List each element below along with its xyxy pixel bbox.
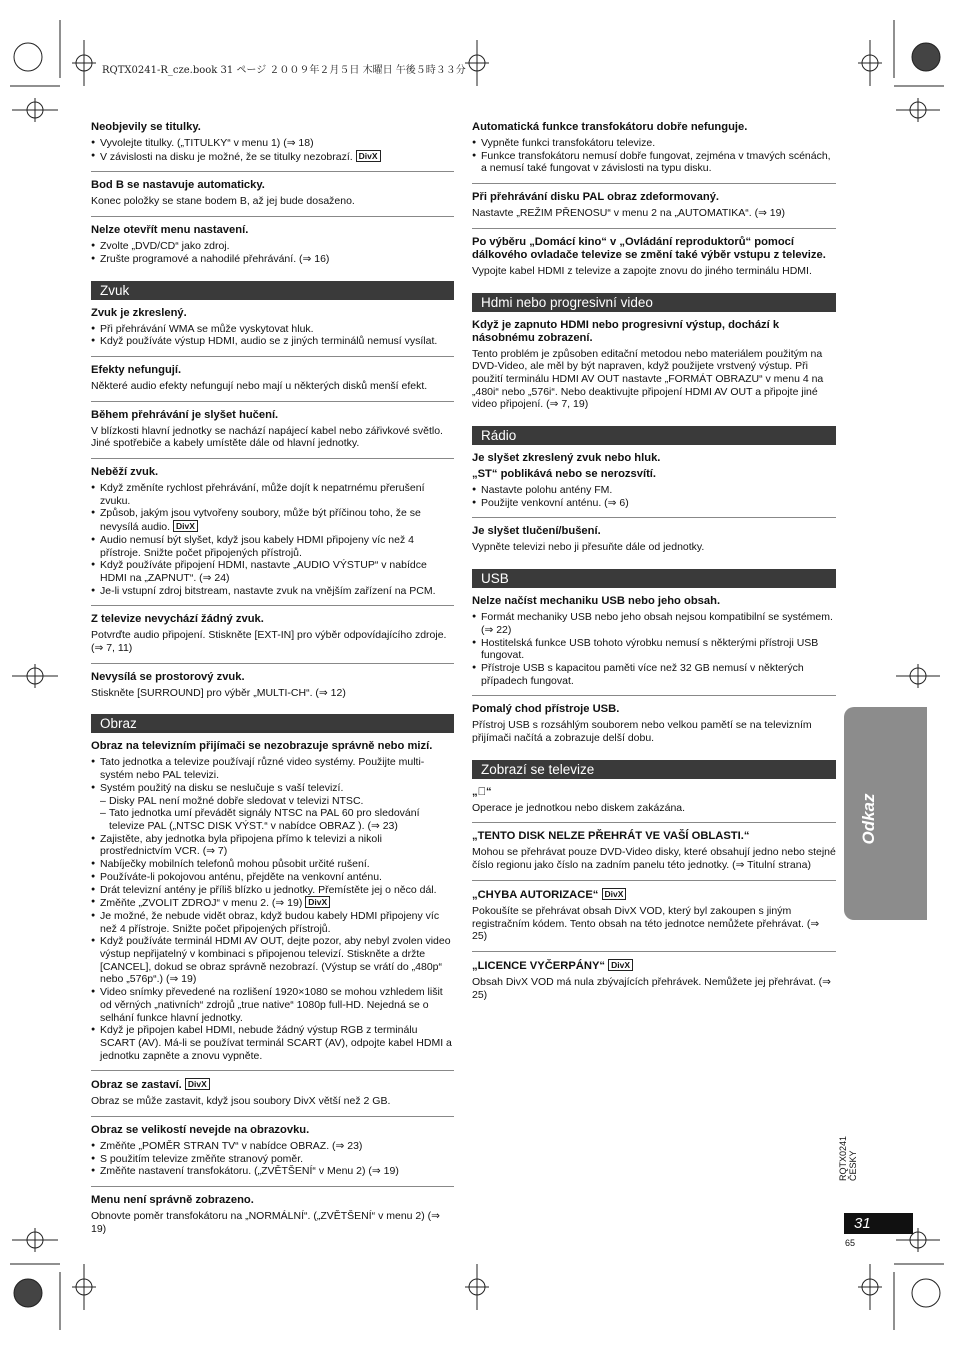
list-item: ● Tato jednotka a televize používají různé video systémy. Použijte multi-systém nebo PAL televizi.: [91, 756, 454, 781]
problem-title: [472, 959, 836, 973]
solution-text: Obsah DivX VOD má nula zbývajících přehrávek. Nemůžete jej přehrávat. (⇒ 25): [472, 975, 831, 1001]
list-item: [91, 507, 454, 533]
troubleshoot-entry: [472, 236, 836, 286]
list-item: ● Systém použitý na disku se neslučuje s vaší televizí.: [91, 782, 454, 795]
troubleshoot-entry: [472, 703, 836, 752]
reg-disc-icon: [14, 43, 42, 71]
list-item: ● Nastavte polohu antény FM.: [472, 484, 836, 497]
solution-text: Tento problém je způsoben editační metodou nebo materiálem použitým na DVD-Video, ale měl by být napraven, když použijete vrstvený výstup. Při použití terminálu HDMI AV OUT nastavte „FORMÁT OBRAZU“ v menu 4 na „480i“ nebo „576i“. Nebo deaktivujte připojení HDMI AV OUT a připojte jiné video připojení. (⇒ 7, 19): [472, 347, 824, 411]
side-tab-label: Odkaz: [859, 793, 878, 845]
list-item: ● Použijte venkovní anténu. (⇒ 6): [472, 497, 836, 510]
troubleshoot-entry: [472, 786, 836, 824]
list-item: ● Vyvolejte titulky. („TITULKY“ v menu 1) (⇒ 18): [91, 137, 454, 150]
section-header: Rádio: [472, 426, 836, 445]
list-item: ● Drát televizní antény je příliš blízko u jednotky. Přemístěte jej o něco dál.: [91, 884, 454, 897]
list-item: [91, 896, 454, 910]
problem-title: Je slyšet zkreslený zvuk nebo hluk.: [472, 452, 661, 465]
crosshair-icon: [12, 1228, 58, 1252]
problem-title: Při přehrávání disku PAL obraz zdeformovaný.: [472, 191, 720, 204]
divx-badge: DivX: [356, 150, 381, 162]
problem-title: Automatická funkce transfokátoru dobře nefunguje.: [472, 121, 748, 133]
problem-title: Zvuk je zkreslený.: [91, 306, 187, 319]
problem-title: Obraz se velikostí nevejde na obrazovku.: [91, 1124, 310, 1137]
list-item: ● Změňte nastavení transfokátoru. („ZVĚTŠENÍ“ v Menu 2) (⇒ 19): [91, 1165, 454, 1178]
list-item-text: Způsob, jakým jsou vytvořeny soubory, může být příčinou toho, že se nevysílá audio.: [100, 507, 421, 534]
problem-title: „⃠“: [472, 785, 492, 798]
list-item: ● Je-li vstupní zdroj bitstream, nastavte zvuk na vnějším zařízení na PCM.: [91, 585, 454, 598]
troubleshoot-entry: [472, 959, 836, 1009]
troubleshoot-entry: [91, 740, 454, 1071]
divx-badge: DivX: [185, 1078, 210, 1090]
divx-badge: DivX: [608, 959, 633, 971]
list-item: – Disky PAL není možné dobře sledovat v televizi NTSC.: [91, 795, 454, 808]
problem-title: Z televize nevychází žádný zvuk.: [91, 613, 264, 626]
solution-text: Přístroj USB s rozsáhlým souborem nebo velkou pamětí se na televizním přijímači načítá a zobrazuje delší dobu.: [472, 719, 812, 745]
list-item: ● Video snímky převedené na rozlišení 1920×1080 se mohou vzhledem lišit od věrných „nativních“ zdrojů „true native“ 1080p full-HD. Nejedná se o selhání funkce hlavní jednotky.: [91, 986, 454, 1024]
problem-title: Neběží zvuk.: [91, 466, 159, 479]
solution-list: [91, 240, 454, 265]
troubleshoot-entry: [91, 224, 454, 273]
list-item: ● Zajistěte, aby jednotka byla připojena přímo k televizi a nikoli prostřednictvím VCR. (⇒ 7): [91, 833, 454, 858]
solution-text: Vypněte televizi nebo ji přesuňte dále od jednotky.: [472, 541, 705, 554]
list-item: ● S použitím televize změňte stranový poměr.: [91, 1153, 454, 1166]
problem-title-text: Obraz se zastaví.: [91, 1079, 182, 1092]
list-item-text: V závislosti na disku je možné, že se titulky nezobrazí.: [100, 150, 353, 163]
solution-list: [472, 137, 836, 175]
troubleshoot-entry: [91, 307, 454, 357]
troubleshoot-entry: [472, 595, 836, 696]
list-item: – Tato jednotka umí převádět signály NTSC na PAL 60 pro sledování televize PAL („NTSC DISK VÝST.“ v nabídce OBRAZ ). (⇒ 23): [91, 807, 454, 832]
solution-list: [91, 323, 454, 348]
solution-text: Obnovte poměr transfokátoru na „NORMÁLNÍ“. („ZVĚTŠENÍ“ v menu 2) (⇒ 19): [91, 1210, 440, 1235]
reg-disc-icon: [14, 1279, 42, 1307]
solution-text: Mohou se přehrávat pouze DVD-Video disky, které obsahují jedno nebo stejné číslo regionu jako číslo na zadním panelu této jednotky. (⇒ Titulní strana): [472, 846, 836, 872]
problem-title: Během přehrávání je slyšet hučení.: [91, 408, 279, 421]
right-column: [472, 121, 836, 1016]
crosshair-icon: [72, 1264, 96, 1310]
solution-list: [472, 484, 836, 509]
crosshair-icon: [465, 1264, 489, 1310]
troubleshoot-entry: [91, 179, 454, 217]
problem-title: Nevysílá se prostorový zvuk.: [91, 670, 245, 683]
problem-title: Obraz na televizním přijímači se nezobrazuje správně nebo mizí.: [91, 740, 433, 753]
print-header: RQTX0241-R_cze.book 31 ページ ２００９年２月５日 木曜日 午後５時３３分: [102, 65, 466, 76]
list-item: ● Hostitelská funkce USB tohoto výrobku nemusí s některými přístroji USB fungovat.: [472, 637, 836, 662]
list-item: [91, 150, 454, 164]
section-header: Zobrazí se televize: [472, 760, 836, 779]
divx-badge: DivX: [173, 520, 198, 532]
problem-title: Když je zapnuto HDMI nebo progresivní výstup, dochází k násobnému zobrazení.: [472, 318, 780, 344]
problem-title: [472, 888, 836, 902]
reg-disc-icon: [912, 43, 940, 71]
solution-list: [91, 1140, 454, 1178]
reg-disc-icon: [912, 1279, 940, 1307]
solution-text: Pokoušíte se přehrávat obsah DivX VOD, který byl zakoupen s jiným registračním kódem. Tento obsah na této jednotce nemůžete přehrávat. (⇒ 25): [472, 904, 820, 943]
troubleshoot-entry: [91, 1124, 454, 1187]
problem-title: Je slyšet tlučení/bušení.: [472, 525, 601, 538]
list-item: ● Audio nemusí být slyšet, když jsou kabely HDMI připojeny víc než 4 přístroje. Snižte počet připojených přístrojů.: [91, 534, 454, 559]
crosshair-icon: [72, 40, 96, 86]
list-item: ● Nabíječky mobilních telefonů mohou působit určité rušení.: [91, 858, 454, 871]
left-column: [91, 121, 454, 1251]
list-item: ● Změňte „POMĚR STRAN TV“ v nabídce OBRAZ. (⇒ 23): [91, 1140, 454, 1153]
troubleshoot-entry: [91, 121, 454, 172]
solution-list: [91, 756, 454, 1062]
list-item-text: Změňte „ZVOLIT ZDROJ“ v menu 2. (⇒ 19): [100, 897, 303, 910]
problem-title: Po výběru „Domácí kino“ v „Ovládání reproduktorů“ pomocí dálkového ovladače televize se změní také výběr vstupu z televize.: [472, 235, 826, 261]
troubleshoot-entry: [91, 613, 454, 663]
problem-title: „ST“ poblikává nebo se nerozsvítí.: [472, 468, 657, 481]
list-item: ● Při přehrávání WMA se může vyskytovat hluk.: [91, 323, 454, 336]
problem-title: Menu není správně zobrazeno.: [91, 1194, 254, 1207]
troubleshoot-entry: [472, 452, 836, 518]
problem-title: Nelze načíst mechaniku USB nebo jeho obsah.: [472, 595, 721, 608]
list-item: ● Zvolte „DVD/CD“ jako zdroj.: [91, 240, 454, 253]
crosshair-icon: [12, 98, 58, 122]
troubleshoot-entry: [472, 121, 836, 184]
list-item: ● Když je připojen kabel HDMI, nebude žádný výstup RGB z terminálu SCART (AV). Má-li se používat terminál SCART (AV), odpojte kabel HDMI a jednotku zapněte a znovu vypněte.: [91, 1024, 454, 1062]
problem-title: Neobjevily se titulky.: [91, 121, 201, 133]
page-number: 31: [844, 1213, 913, 1234]
sub-page-number: 65: [845, 1238, 856, 1248]
problem-title: Bod B se nastavuje automaticky.: [91, 179, 265, 192]
solution-text: Některé audio efekty nefungují nebo mají u některých disků menší efekt.: [91, 379, 428, 392]
troubleshoot-entry: [91, 671, 454, 708]
section-header: USB: [472, 569, 836, 588]
solution-text: Stiskněte [SURROUND] pro výběr „MULTI-CH“. (⇒ 12): [91, 686, 346, 699]
list-item: ● Když používáte připojení HDMI, nastavte „AUDIO VÝSTUP“ v nabídce HDMI na „ZAPNUT“. (⇒ 24): [91, 559, 454, 584]
list-item: ● Formát mechaniky USB nebo jeho obsah nejsou kompatibilní se systémem.(⇒ 22): [472, 611, 836, 636]
list-item: ● Přístroje USB s kapacitou paměti více než 32 GB nemusí v některých případech fungovat.: [472, 662, 836, 687]
troubleshoot-entry: [472, 319, 836, 420]
list-item: ● Funkce transfokátoru nemusí dobře fungovat, zejména v tmavých scénách, a nemusí také fungovat v závislosti na typu disku.: [472, 150, 836, 175]
solution-text: Obraz se může zastavit, když jsou soubory DivX větší než 2 GB.: [91, 1095, 391, 1108]
crosshair-icon: [858, 40, 882, 86]
divx-badge: DivX: [305, 896, 330, 908]
list-item: ● Používáte-li pokojovou anténu, přejděte na venkovní anténu.: [91, 871, 454, 884]
list-item: ● Vypněte funkci transfokátoru televize.: [472, 137, 836, 150]
problem-title: Pomalý chod přístroje USB.: [472, 703, 620, 716]
doc-code: RQTX0241 ČESKY: [838, 1135, 858, 1181]
troubleshoot-entry: [91, 466, 454, 606]
divx-badge: DivX: [602, 888, 627, 900]
solution-list: [472, 611, 836, 687]
solution-text: Konec položky se stane bodem B, až jej bude dosaženo.: [91, 195, 355, 208]
problem-title: Efekty nefungují.: [91, 363, 182, 376]
troubleshoot-entry: [472, 888, 836, 952]
troubleshoot-entry: [91, 409, 454, 459]
solution-text: Vypojte kabel HDMI z televize a zapojte znovu do jiného terminálu HDMI.: [472, 264, 812, 277]
troubleshoot-entry: [472, 830, 836, 880]
section-header: Zvuk: [91, 281, 454, 300]
crosshair-icon: [858, 1264, 882, 1310]
solution-text: Operace je jednotkou nebo diskem zakázána.: [472, 801, 686, 814]
crosshair-icon: [896, 664, 940, 688]
solution-list: [91, 137, 454, 163]
crosshair-icon: [12, 664, 58, 688]
problem-title-text: „CHYBA AUTORIZACE“: [472, 888, 599, 901]
list-item: ● Když změníte rychlost přehrávání, může dojít k nepatrnému přerušení zvuku.: [91, 482, 454, 507]
side-tab: [844, 707, 927, 920]
troubleshoot-entry: [472, 525, 836, 562]
troubleshoot-entry: [91, 1078, 454, 1117]
list-item: ● Je možné, že nebude vidět obraz, když budou kabely HDMI připojeny víc než 4 přístroje. Snižte počet připojených přístrojů.: [91, 910, 454, 935]
crosshair-icon: [465, 40, 489, 86]
problem-title: [91, 1078, 454, 1092]
list-item: ● Když používáte výstup HDMI, audio se z jiných terminálů nemusí vysílat.: [91, 335, 454, 348]
section-header: Hdmi nebo progresivní video: [472, 293, 836, 312]
solution-text: V blízkosti hlavní jednotky se nachází napájecí kabel nebo zářivkové světlo. Jiné spotřebiče a kabely umístěte dále od hlavní jednotky.: [91, 424, 443, 450]
solution-text: Potvrďte audio připojení. Stiskněte [EXT-IN] pro výběr odpovídajícího zdroje. (⇒ 7, 11): [91, 629, 447, 655]
problem-title: „TENTO DISK NELZE PŘEHRÁT VE VAŠÍ OBLASTI.“: [472, 830, 750, 843]
solution-text: Nastavte „REŽIM PŘENOSU“ v menu 2 na „AUTOMATIKA“. (⇒ 19): [472, 207, 785, 220]
problem-title: Nelze otevřít menu nastavení.: [91, 224, 249, 237]
troubleshoot-entry: [472, 191, 836, 229]
section-header: Obraz: [91, 714, 454, 733]
list-item: ● Zrušte programové a nahodilé přehrávání. (⇒ 16): [91, 253, 454, 266]
list-item: ● Když používáte terminál HDMI AV OUT, dejte pozor, aby nebyl zvolen video výstup nepřijatelný v kombinaci s připojenou televizí. Stiskněte a držte [CANCEL], dokud se obraz správně nezobrazí. (Výstup se vrátí do „480p“ nebo „576p“.) (⇒ 19): [91, 935, 454, 986]
problem-title-text: „LICENCE VYČERPÁNY“: [472, 959, 606, 972]
troubleshoot-entry: [91, 1194, 454, 1243]
solution-list: [91, 482, 454, 597]
troubleshoot-entry: [91, 364, 454, 402]
crosshair-icon: [896, 98, 940, 122]
